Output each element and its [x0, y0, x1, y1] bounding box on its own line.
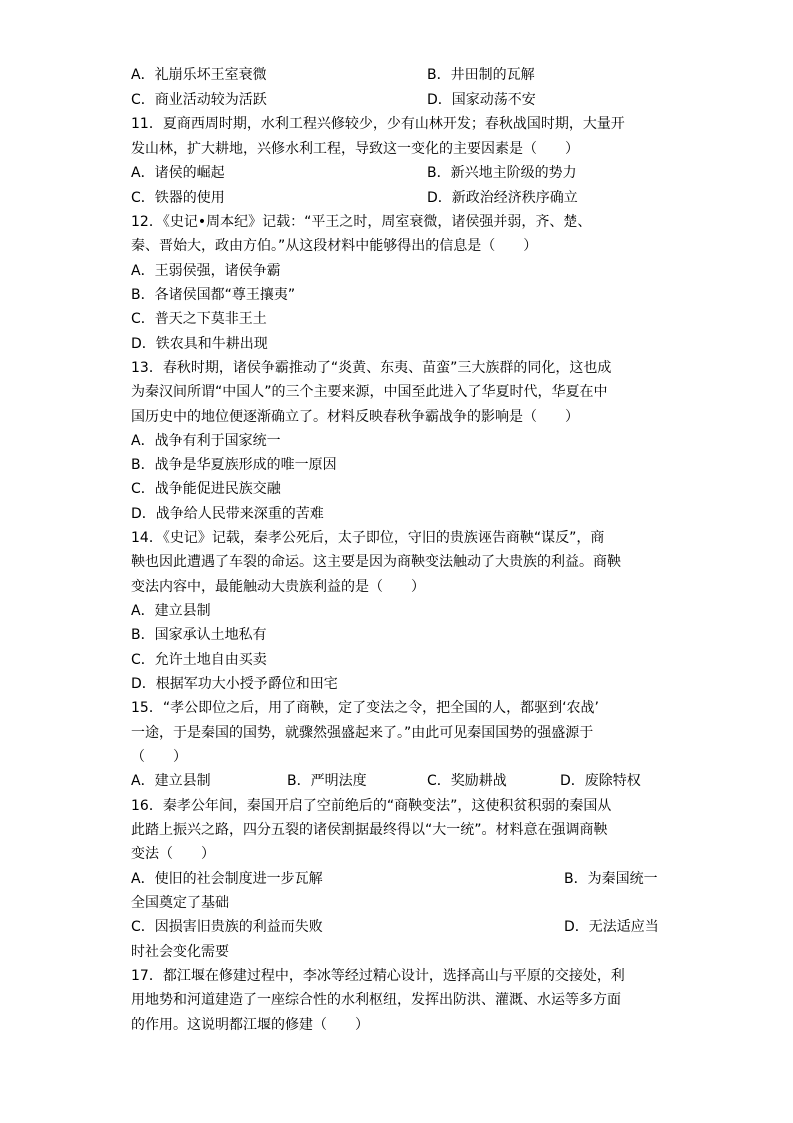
- q12-option-b: B．各诸侯国都“尊王攘夷”: [131, 287, 296, 303]
- q11-stem-line-2: 发山林，扩大耕地，兴修水利工程，导致这一变化的主要因素是（ ）: [131, 141, 579, 157]
- q15-option-c: C．奖励耕战: [427, 773, 507, 789]
- q10-option-c: C．商业活动较为活跃: [131, 92, 267, 108]
- q14-stem-line-3: 变法内容中，最能触动大贵族利益的是（ ）: [131, 579, 425, 595]
- q11-option-a: A．诸侯的崛起: [131, 165, 225, 181]
- q13-option-a: A．战争有利于国家统一: [131, 433, 281, 449]
- q14-option-a: A．建立县制: [131, 603, 211, 619]
- q13-option-c: C．战争能促进民族交融: [131, 481, 281, 497]
- q15-option-b: B．严明法度: [287, 773, 367, 789]
- q16-option-b: B．为秦国统一: [564, 871, 658, 887]
- q11-stem-line-1: 11．夏商西周时期，水利工程兴修较少，少有山林开发；春秋战国时期，大量开: [131, 116, 625, 132]
- q14-option-d: D．根据军功大小授予爵位和田宅: [131, 676, 338, 692]
- q10-option-a: A．礼崩乐坏王室衰微: [131, 67, 267, 83]
- q11-option-d: D．新政治经济秩序确立: [427, 190, 578, 206]
- q17-stem-line-1: 17．都江堰在修建过程中，李冰等经过精心设计，选择高山与平原的交接处，利: [131, 968, 625, 984]
- q14-option-c: C．允许土地自由买卖: [131, 652, 267, 668]
- q16-stem-line-3: 变法（ ）: [131, 846, 215, 862]
- q15-option-d: D．废除特权: [560, 773, 641, 789]
- q13-option-b: B．战争是华夏族形成的唯一原因: [131, 457, 337, 473]
- q17-stem-line-3: 的作用。这说明都江堰的修建（ ）: [131, 1017, 369, 1033]
- q12-stem-line-2: 秦、晋始大，政由方伯。”从这段材料中能够得出的信息是（ ）: [131, 238, 538, 254]
- q12-option-a: A．王弱侯强，诸侯争霸: [131, 263, 281, 279]
- q16-option-d: D．无法适应当: [564, 919, 659, 935]
- q11-option-c: C．铁器的使用: [131, 190, 225, 206]
- q14-option-b: B．国家承认土地私有: [131, 627, 267, 643]
- q13-option-d: D．战争给人民带来深重的苦难: [131, 506, 324, 522]
- q15-stem-line-1: 15．“孝公即位之后，用了商鞅，定了变法之令，把全国的人，都驱到‘农战’: [131, 700, 599, 716]
- q15-option-a: A．建立县制: [131, 773, 211, 789]
- q12-option-d: D．铁农具和牛耕出现: [131, 336, 268, 352]
- q14-stem-line-1: 14．《史记》记载，秦孝公死后，太子即位，守旧的贵族诬告商鞅“谋反”，商: [131, 530, 605, 546]
- q13-stem-line-2: 为秦汉间所谓“中国人”的三个主要来源，中国至此进入了华夏时代，华夏在中: [131, 384, 608, 400]
- q16-option-b-continued: 全国奠定了基础: [131, 895, 229, 911]
- q17-stem-line-2: 用地势和河道建造了一座综合性的水利枢纽，发挥出防洪、灌溉、水运等多方面: [131, 992, 621, 1008]
- q10-option-d: D．国家动荡不安: [427, 92, 536, 108]
- q16-option-d-continued: 时社会变化需要: [131, 944, 229, 960]
- q10-option-b: B．井田制的瓦解: [427, 67, 535, 83]
- q15-stem-line-3: （ ）: [131, 749, 187, 765]
- q12-option-c: C．普天之下莫非王土: [131, 311, 267, 327]
- q16-stem-line-1: 16．秦孝公年间，秦国开启了空前绝后的“商鞅变法”，这使积贫积弱的秦国从: [131, 798, 612, 814]
- q12-stem-line-1: 12．《史记•周本纪》记载：“平王之时，周室衰微，诸侯强并弱，齐、楚、: [131, 214, 592, 230]
- q11-option-b: B．新兴地主阶级的势力: [427, 165, 577, 181]
- q14-stem-line-2: 鞅也因此遭遇了车裂的命运。这主要是因为商鞅变法触动了大贵族的利益。商鞅: [131, 554, 621, 570]
- q13-stem-line-3: 国历史中的地位便逐渐确立了。材料反映春秋争霸战争的影响是（ ）: [131, 409, 579, 425]
- q16-stem-line-2: 此踏上振兴之路，四分五裂的诸侯割据最终得以“大一统”。材料意在强调商鞅: [131, 822, 608, 838]
- q15-stem-line-2: 一途，于是秦国的国势，就骤然强盛起来了。”由此可见秦国国势的强盛源于: [131, 725, 594, 741]
- q16-option-a: A．使旧的社会制度进一步瓦解: [131, 871, 323, 887]
- q13-stem-line-1: 13．春秋时期，诸侯争霸推动了“炎黄、东夷、苗蛮”三大族群的同化，这也成: [131, 360, 612, 376]
- q16-option-c: C．因损害旧贵族的利益而失败: [131, 919, 323, 935]
